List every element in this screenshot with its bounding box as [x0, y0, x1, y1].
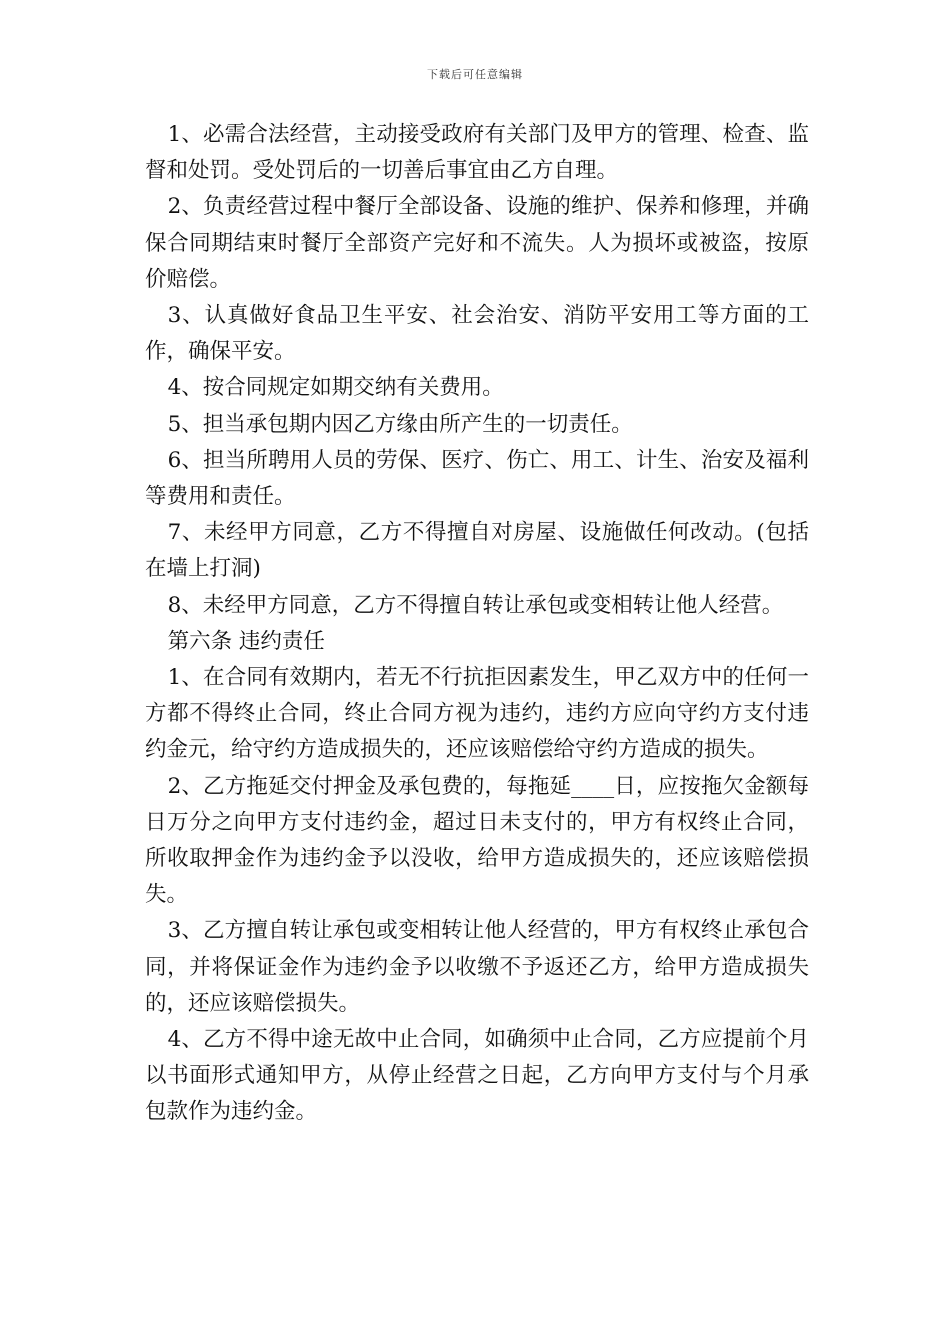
header-note: 下载后可任意编辑 [427, 68, 523, 81]
clause-paragraph: 4、按合同规定如期交纳有关费用。 [167, 375, 504, 401]
clause-paragraph: 3、认真做好食品卫生平安、社会治安、消防平安用工等方面的工作，确保平安。 [145, 303, 809, 365]
clause-paragraph: 8、未经甲方同意，乙方不得擅自转让承包或变相转让他人经营。 [167, 592, 784, 618]
clause-paragraph: 1、在合同有效期内，若无不行抗拒因素发生，甲乙双方中的任何一方都不得终止合同，终止合同方视为违约，违约方应向守约方支付违约金元，给守约方造成损失的，还应该赔偿给守约方造成的损失。 [145, 665, 809, 763]
section-heading: 第六条 违约责任 [167, 628, 325, 654]
document-body [145, 117, 809, 1131]
clause-paragraph: 7、未经甲方同意，乙方不得擅自对房屋、设施做任何改动。(包括在墙上打洞) [145, 520, 809, 582]
clause-paragraph: 3、乙方擅自转让承包或变相转让他人经营的，甲方有权终止承包合同，并将保证金作为违约金予以收缴不予返还乙方，给甲方造成损失的，还应该赔偿损失。 [145, 918, 809, 1016]
clause-paragraph: 5、担当承包期内因乙方缘由所产生的一切责任。 [167, 411, 633, 437]
clause-paragraph: 2、乙方拖延交付押金及承包费的，每拖延____日，应按拖欠金额每日万分之向甲方支付违约金，超过日未支付的，甲方有权终止合同，所收取押金作为违约金予以没收，给甲方造成损失的，还应该赔偿损失。 [145, 773, 809, 908]
clause-paragraph: 6、担当所聘用人员的劳保、医疗、伤亡、用工、计生、治安及福利等费用和责任。 [145, 447, 809, 510]
clause-paragraph: 1、必需合法经营，主动接受政府有关部门及甲方的管理、检查、监督和处罚。受处罚后的一切善后事宜由乙方自理。 [145, 122, 809, 184]
clause-paragraph: 2、负责经营过程中餐厅全部设备、设施的维护、保养和修理，并确保合同期结束时餐厅全部资产完好和不流失。人为损坏或被盗，按原价赔偿。 [145, 194, 809, 292]
clause-paragraph: 4、乙方不得中途无故中止合同，如确须中止合同，乙方应提前个月以书面形式通知甲方，从停止经营之日起，乙方向甲方支付与个月承包款作为违约金。 [145, 1027, 809, 1125]
